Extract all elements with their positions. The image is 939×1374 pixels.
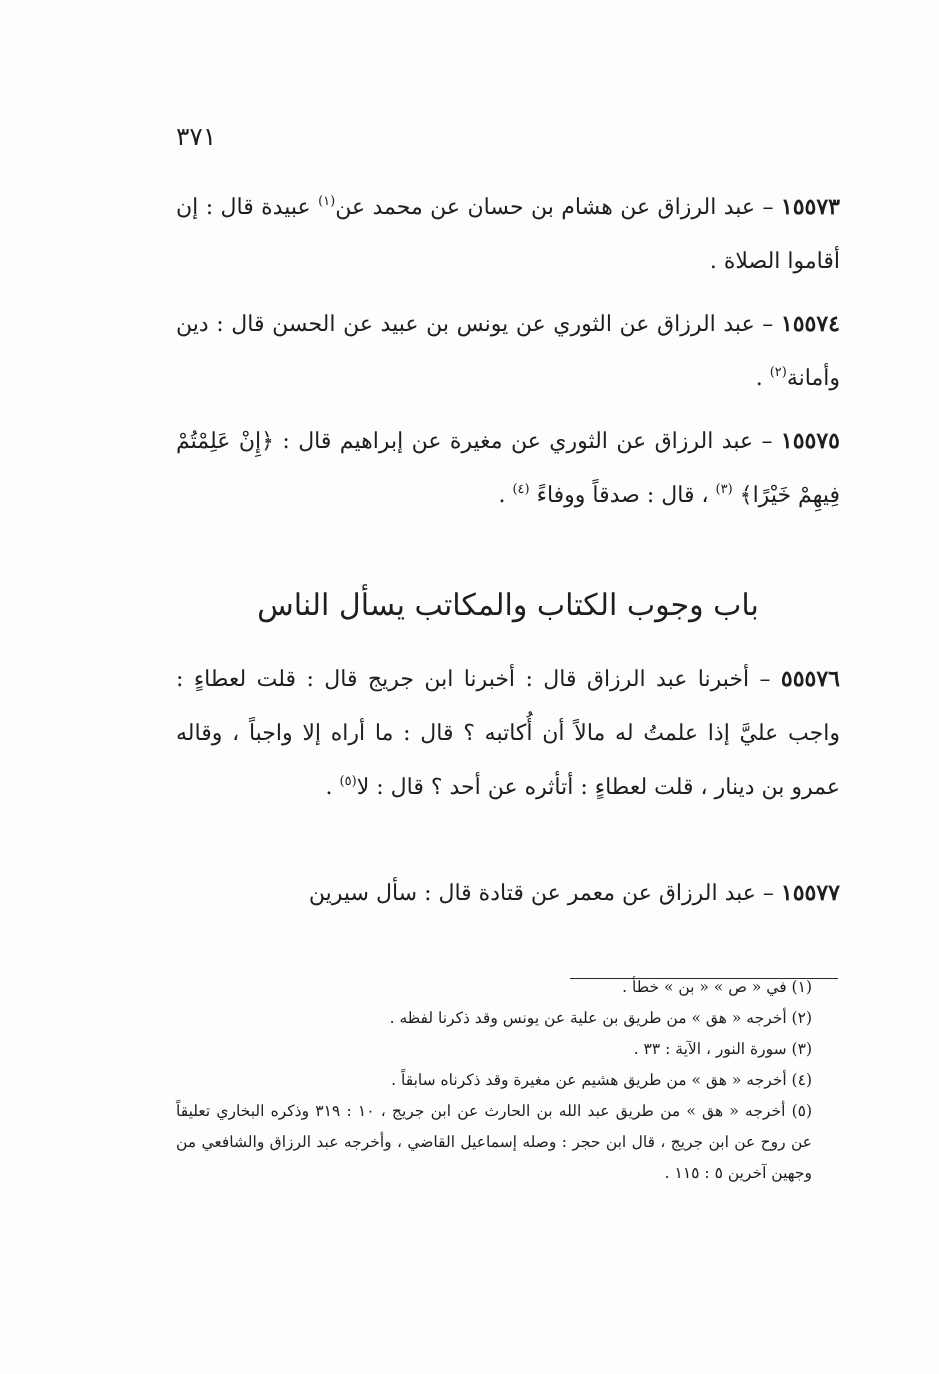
footnote-2: (٢) أخرجه « هق » من طريق بن علية عن يونس وقد ذكرنا لفظه .: [389, 1009, 812, 1027]
hadith-number: ٥٥٥٧٦: [780, 666, 840, 692]
hadith-text: – عبد الرزاق عن معمر عن قتادة قال : سأل سيرين: [308, 881, 781, 906]
hadith-text: .: [325, 775, 340, 800]
hadith-number: ١٥٥٧٣: [780, 194, 840, 220]
page-number: ٣٧١: [176, 122, 217, 151]
hadith-15574: [176, 297, 840, 406]
hadith-number: ١٥٥٧٧: [780, 880, 840, 906]
hadith-text: عبيدة قال : إن أقاموا الصلاة .: [176, 195, 840, 274]
hadith-15577: [176, 866, 840, 921]
footnote-ref: (٣): [715, 482, 733, 497]
footnote-ref: (٥): [339, 774, 357, 789]
footnote-3: (٣) سورة النور ، الآية : ٣٣ .: [633, 1040, 812, 1058]
hadith-number: ١٥٥٧٤: [780, 311, 840, 337]
hadith-15575: [176, 414, 840, 523]
hadith-text: – عبد الرزاق عن الثوري عن يونس بن عبيد عن الحسن قال : دين وأمانة: [176, 312, 840, 391]
hadith-number: ١٥٥٧٥: [780, 428, 840, 454]
footnote-ref: (٤): [512, 482, 530, 497]
footnote-ref: (٢): [769, 365, 787, 380]
hadith-text: ، قال : صدقاً ووفاءً: [529, 483, 716, 508]
footnote-ref: (١): [318, 194, 336, 209]
hadith-text: – عبد الرزاق عن هشام بن حسان عن محمد عن: [335, 195, 781, 220]
hadith-text: .: [755, 366, 770, 391]
hadith-text: – أخبرنا عبد الرزاق قال : أخبرنا ابن جريج قال : قلت لعطاءٍ : واجب عليَّ إذا علمتُ له مالاً أن أُكاتبه ؟ قال : ما أراه إلا واجباً ، وقاله عمرو بن دينار ، قلت لعطاءٍ : أتأثره عن أحد ؟ قال : لا: [176, 667, 840, 800]
hadith-15576: [176, 652, 840, 815]
hadith-15573: [176, 180, 840, 289]
footnote-5: (٥) أخرجه « هق » من طريق عبد الله بن الحارث عن ابن جريج ، ١٠ : ٣١٩ وذكره البخاري تعليقاً عن روح عن ابن جريج ، قال ابن حجر : وصله إسماعيل القاضي ، وأخرجه عبد الرزاق والشافعي من وجهين آخرين ٥ : ١١٥ .: [176, 1102, 813, 1182]
chapter-title: باب وجوب الكتاب والمكاتب يسأل الناس: [257, 588, 759, 623]
hadith-text: – عبد الرزاق عن الثوري عن مغيرة عن إبراهيم قال : ﴿إِنْ عَلِمْتُمْ فِيهِمْ خَيْرًا﴾: [176, 429, 840, 508]
footnote-1: (١) في « ص » « بن » خطأ .: [622, 978, 812, 996]
footnotes: [176, 972, 840, 1189]
footnote-4: (٤) أخرجه « هق » من طريق هشيم عن مغيرة وقد ذكرناه سابقاً .: [391, 1071, 812, 1089]
hadith-text: .: [498, 483, 513, 508]
